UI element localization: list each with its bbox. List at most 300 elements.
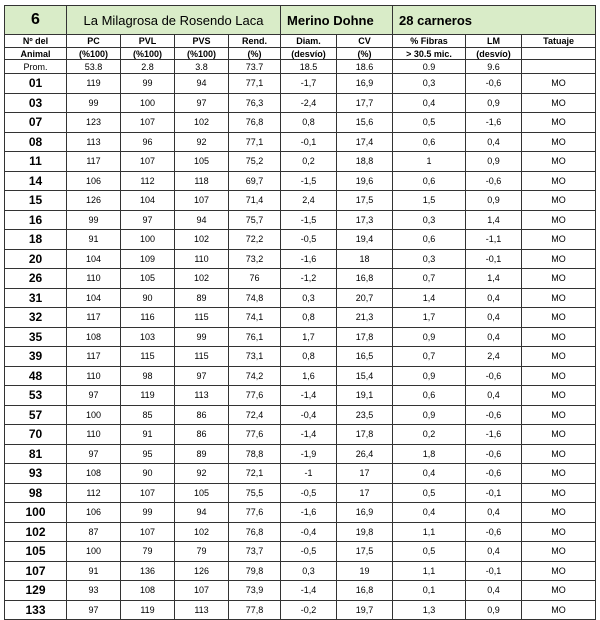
data-cell: MO (522, 405, 596, 425)
data-cell: 77,1 (229, 132, 281, 152)
data-cell: -0,4 (281, 522, 337, 542)
data-cell: MO (522, 308, 596, 328)
data-cell: 15,6 (337, 113, 393, 133)
data-cell: MO (522, 327, 596, 347)
animal-id-cell: 93 (5, 464, 67, 484)
data-cell: 115 (175, 347, 229, 367)
data-cell: -1,2 (281, 269, 337, 289)
col-header: Tatuaje (522, 35, 596, 48)
table-row (5, 191, 596, 211)
animal-id-cell: 18 (5, 230, 67, 250)
animal-id-cell: 31 (5, 288, 67, 308)
data-cell: -0,4 (281, 405, 337, 425)
table-row (5, 113, 596, 133)
data-cell: MO (522, 366, 596, 386)
col-header: Rend. (229, 35, 281, 48)
data-cell: 19 (337, 561, 393, 581)
data-cell: 77,1 (229, 74, 281, 94)
data-cell: 75,7 (229, 210, 281, 230)
data-cell: -1,6 (281, 503, 337, 523)
data-cell: 100 (67, 405, 121, 425)
results-table-container (4, 5, 595, 620)
data-cell: 0,4 (466, 308, 522, 328)
data-cell: 0,8 (281, 347, 337, 367)
table-row (5, 171, 596, 191)
data-cell: MO (522, 503, 596, 523)
data-cell: 91 (67, 230, 121, 250)
data-cell: 0,3 (393, 74, 466, 94)
table-row (5, 230, 596, 250)
data-cell: 1 (393, 152, 466, 172)
data-cell: -1,5 (281, 171, 337, 191)
data-cell: 73,1 (229, 347, 281, 367)
animal-id-cell: 133 (5, 600, 67, 620)
table-row (5, 483, 596, 503)
data-cell: 108 (67, 464, 121, 484)
data-cell: 76 (229, 269, 281, 289)
data-cell: MO (522, 113, 596, 133)
data-cell: MO (522, 581, 596, 601)
data-cell: 90 (121, 464, 175, 484)
data-cell: 87 (67, 522, 121, 542)
animal-id-cell: 100 (5, 503, 67, 523)
animal-id-cell: 57 (5, 405, 67, 425)
data-cell: 105 (175, 483, 229, 503)
data-cell: MO (522, 600, 596, 620)
data-cell: 100 (67, 542, 121, 562)
data-cell: 0,6 (393, 171, 466, 191)
data-cell: 0,5 (393, 113, 466, 133)
data-cell: MO (522, 483, 596, 503)
table-row (5, 74, 596, 94)
data-cell: MO (522, 464, 596, 484)
animal-id-cell: 129 (5, 581, 67, 601)
data-cell: 112 (121, 171, 175, 191)
table-row (5, 366, 596, 386)
data-cell: 19,7 (337, 600, 393, 620)
data-cell: 23,5 (337, 405, 393, 425)
table-row (5, 464, 596, 484)
data-cell: 107 (121, 113, 175, 133)
data-cell: 17,7 (337, 93, 393, 113)
data-cell: 107 (121, 483, 175, 503)
data-cell: 1,7 (281, 327, 337, 347)
data-cell: -0,6 (466, 522, 522, 542)
data-cell: 76,3 (229, 93, 281, 113)
data-cell: 113 (67, 132, 121, 152)
data-cell: 17,8 (337, 327, 393, 347)
data-cell: 97 (121, 210, 175, 230)
data-cell: 0,3 (393, 210, 466, 230)
data-cell: MO (522, 230, 596, 250)
data-cell: 0,4 (466, 503, 522, 523)
data-cell: MO (522, 542, 596, 562)
data-cell: 2,4 (466, 347, 522, 367)
table-row (5, 210, 596, 230)
table-row (5, 600, 596, 620)
table-row (5, 542, 596, 562)
data-cell: 93 (67, 581, 121, 601)
data-cell: 97 (67, 386, 121, 406)
data-cell: 119 (67, 74, 121, 94)
data-cell: -1,4 (281, 581, 337, 601)
average-cell (522, 60, 596, 74)
data-cell: 0,4 (393, 503, 466, 523)
data-cell: 97 (175, 93, 229, 113)
data-cell: -0,6 (466, 366, 522, 386)
data-cell: 20,7 (337, 288, 393, 308)
data-cell: 1,5 (393, 191, 466, 211)
data-cell: 0,4 (466, 386, 522, 406)
data-cell: 91 (67, 561, 121, 581)
average-cell: 9.6 (466, 60, 522, 74)
data-cell: -1,6 (466, 425, 522, 445)
data-cell: 104 (121, 191, 175, 211)
col-header: Diam. (281, 35, 337, 48)
data-cell: 112 (67, 483, 121, 503)
data-cell: 91 (121, 425, 175, 445)
data-cell: MO (522, 210, 596, 230)
data-cell: 74,2 (229, 366, 281, 386)
data-cell: 113 (175, 600, 229, 620)
data-cell: 126 (175, 561, 229, 581)
table-row (5, 503, 596, 523)
data-cell: MO (522, 269, 596, 289)
data-cell: MO (522, 561, 596, 581)
animal-id-cell: 107 (5, 561, 67, 581)
data-cell: 78,8 (229, 444, 281, 464)
data-cell: 99 (175, 327, 229, 347)
data-cell: 0,6 (393, 230, 466, 250)
col-subheader: (%100) (67, 48, 121, 60)
data-cell: -1,6 (281, 249, 337, 269)
column-header-row-2 (5, 48, 596, 60)
data-cell: -0,6 (466, 405, 522, 425)
animal-id-cell: 81 (5, 444, 67, 464)
average-cell: 3.8 (175, 60, 229, 74)
data-cell: 92 (175, 132, 229, 152)
table-row (5, 269, 596, 289)
data-cell: -1,5 (281, 210, 337, 230)
data-cell: 19,6 (337, 171, 393, 191)
data-cell: 19,4 (337, 230, 393, 250)
data-cell: 102 (175, 230, 229, 250)
data-cell: 96 (121, 132, 175, 152)
data-cell: 0,6 (393, 386, 466, 406)
animal-id-cell: 70 (5, 425, 67, 445)
data-cell: -1,6 (466, 113, 522, 133)
data-cell: 0,2 (281, 152, 337, 172)
data-cell: 104 (67, 249, 121, 269)
data-cell: 107 (175, 191, 229, 211)
data-cell: 17,8 (337, 425, 393, 445)
data-cell: 90 (121, 288, 175, 308)
data-cell: MO (522, 386, 596, 406)
data-cell: -0,5 (281, 230, 337, 250)
data-cell: -1,9 (281, 444, 337, 464)
col-subheader: (%100) (121, 48, 175, 60)
data-cell: -0,1 (466, 561, 522, 581)
data-cell: MO (522, 425, 596, 445)
data-cell: 94 (175, 210, 229, 230)
data-cell: 100 (121, 230, 175, 250)
data-cell: -0,5 (281, 542, 337, 562)
data-cell: -0,2 (281, 600, 337, 620)
table-row (5, 581, 596, 601)
data-cell: -0,5 (281, 483, 337, 503)
animal-id-cell: 105 (5, 542, 67, 562)
col-subheader: (%) (229, 48, 281, 60)
animal-id-cell: 48 (5, 366, 67, 386)
col-header: LM (466, 35, 522, 48)
data-cell: 16,9 (337, 74, 393, 94)
animal-id-cell: 98 (5, 483, 67, 503)
group-number: 6 (5, 6, 67, 35)
data-cell: 97 (67, 444, 121, 464)
data-cell: 97 (67, 600, 121, 620)
average-cell: 0.9 (393, 60, 466, 74)
col-header: PVL (121, 35, 175, 48)
data-cell: 0,9 (466, 600, 522, 620)
data-cell: 0,9 (466, 191, 522, 211)
average-cell: 53.8 (67, 60, 121, 74)
animal-count: 28 carneros (393, 6, 596, 35)
data-cell: 0,9 (393, 366, 466, 386)
data-cell: 0,8 (281, 113, 337, 133)
data-cell: -0,1 (466, 483, 522, 503)
data-cell: 0,9 (393, 405, 466, 425)
average-cell: Prom. (5, 60, 67, 74)
average-cell: 2.8 (121, 60, 175, 74)
table-row (5, 444, 596, 464)
data-cell: 94 (175, 503, 229, 523)
col-subheader: > 30.5 mic. (393, 48, 466, 60)
data-cell: -0,6 (466, 74, 522, 94)
data-cell: 15,4 (337, 366, 393, 386)
data-cell: 79,8 (229, 561, 281, 581)
data-cell: 0,3 (393, 249, 466, 269)
col-subheader: Animal (5, 48, 67, 60)
data-cell: 19,8 (337, 522, 393, 542)
data-cell: 1,1 (393, 561, 466, 581)
data-cell: 117 (67, 152, 121, 172)
data-cell: 1,3 (393, 600, 466, 620)
data-cell: 75,5 (229, 483, 281, 503)
data-cell: 115 (175, 308, 229, 328)
data-cell: 99 (67, 93, 121, 113)
table-row (5, 425, 596, 445)
data-cell: 26,4 (337, 444, 393, 464)
data-cell: 0,4 (466, 327, 522, 347)
data-cell: 76,8 (229, 522, 281, 542)
data-cell: 0,4 (393, 93, 466, 113)
animal-id-cell: 08 (5, 132, 67, 152)
data-cell: 100 (121, 93, 175, 113)
data-cell: 17 (337, 483, 393, 503)
animal-id-cell: 15 (5, 191, 67, 211)
data-cell: 105 (121, 269, 175, 289)
data-cell: 0,4 (466, 581, 522, 601)
average-cell: 18.5 (281, 60, 337, 74)
table-row (5, 132, 596, 152)
data-cell: 107 (175, 581, 229, 601)
data-cell: 72,1 (229, 464, 281, 484)
data-cell: 118 (175, 171, 229, 191)
data-cell: 16,8 (337, 581, 393, 601)
data-cell: -1 (281, 464, 337, 484)
data-cell: 110 (67, 425, 121, 445)
data-cell: 79 (121, 542, 175, 562)
data-cell: 0,1 (393, 581, 466, 601)
data-cell: 0,8 (281, 308, 337, 328)
data-cell: 113 (175, 386, 229, 406)
data-cell: 0,9 (466, 152, 522, 172)
data-cell: 79 (175, 542, 229, 562)
data-cell: 126 (67, 191, 121, 211)
data-cell: 106 (67, 503, 121, 523)
col-subheader: (%) (337, 48, 393, 60)
data-cell: 110 (67, 366, 121, 386)
data-cell: 0,7 (393, 269, 466, 289)
animal-id-cell: 32 (5, 308, 67, 328)
data-cell: MO (522, 347, 596, 367)
table-row (5, 405, 596, 425)
data-cell: 75,2 (229, 152, 281, 172)
average-cell: 18.6 (337, 60, 393, 74)
col-subheader: (desvío) (466, 48, 522, 60)
col-header: CV (337, 35, 393, 48)
data-cell: 72,4 (229, 405, 281, 425)
table-row (5, 386, 596, 406)
animal-id-cell: 07 (5, 113, 67, 133)
farm-name: La Milagrosa de Rosendo Laca (67, 6, 281, 35)
data-cell: 123 (67, 113, 121, 133)
data-cell: 77,6 (229, 386, 281, 406)
data-cell: 107 (121, 522, 175, 542)
data-cell: 1,1 (393, 522, 466, 542)
data-cell: 72,2 (229, 230, 281, 250)
data-cell: 89 (175, 444, 229, 464)
data-cell: 99 (121, 74, 175, 94)
data-cell: 102 (175, 113, 229, 133)
data-cell: 2,4 (281, 191, 337, 211)
data-cell: 17,4 (337, 132, 393, 152)
data-cell: 117 (67, 347, 121, 367)
data-cell: -1,4 (281, 386, 337, 406)
data-cell: 86 (175, 425, 229, 445)
data-cell: -0,6 (466, 444, 522, 464)
data-cell: 16,9 (337, 503, 393, 523)
data-cell: 18,8 (337, 152, 393, 172)
data-cell: 74,8 (229, 288, 281, 308)
table-row (5, 327, 596, 347)
data-cell: 19,1 (337, 386, 393, 406)
table-row (5, 308, 596, 328)
data-cell: MO (522, 288, 596, 308)
data-cell: 0,5 (393, 483, 466, 503)
data-cell: MO (522, 191, 596, 211)
data-cell: -0,1 (281, 132, 337, 152)
data-cell: -1,4 (281, 425, 337, 445)
data-cell: MO (522, 171, 596, 191)
data-cell: MO (522, 93, 596, 113)
col-header: % Fibras (393, 35, 466, 48)
data-cell: 1,7 (393, 308, 466, 328)
data-cell: 1,6 (281, 366, 337, 386)
data-cell: MO (522, 152, 596, 172)
data-cell: 110 (175, 249, 229, 269)
animal-id-cell: 11 (5, 152, 67, 172)
data-cell: 1,8 (393, 444, 466, 464)
data-cell: 73,9 (229, 581, 281, 601)
data-cell: 17,5 (337, 191, 393, 211)
data-cell: 0,4 (393, 464, 466, 484)
data-cell: 115 (121, 347, 175, 367)
data-cell: 74,1 (229, 308, 281, 328)
column-header-row-1 (5, 35, 596, 48)
average-row (5, 60, 596, 74)
col-header: Nº del (5, 35, 67, 48)
data-cell: 1,4 (466, 269, 522, 289)
data-cell: 103 (121, 327, 175, 347)
data-cell: 0,7 (393, 347, 466, 367)
data-cell: 119 (121, 386, 175, 406)
data-cell: MO (522, 132, 596, 152)
data-cell: -0,1 (466, 249, 522, 269)
data-cell: 0,5 (393, 542, 466, 562)
data-cell: 1,4 (393, 288, 466, 308)
animal-id-cell: 03 (5, 93, 67, 113)
data-cell: 92 (175, 464, 229, 484)
table-row (5, 93, 596, 113)
data-cell: 0,9 (466, 93, 522, 113)
data-cell: 102 (175, 269, 229, 289)
data-cell: 77,8 (229, 600, 281, 620)
data-cell: 107 (121, 152, 175, 172)
data-cell: 1,4 (466, 210, 522, 230)
data-cell: 89 (175, 288, 229, 308)
data-cell: -1,1 (466, 230, 522, 250)
data-cell: 99 (121, 503, 175, 523)
animal-id-cell: 16 (5, 210, 67, 230)
col-header: PC (67, 35, 121, 48)
data-cell: 18 (337, 249, 393, 269)
data-cell: 98 (121, 366, 175, 386)
data-cell: 0,3 (281, 561, 337, 581)
data-cell: -0,6 (466, 464, 522, 484)
data-cell: 73,2 (229, 249, 281, 269)
data-cell: 0,2 (393, 425, 466, 445)
data-cell: -1,7 (281, 74, 337, 94)
data-cell: 17,3 (337, 210, 393, 230)
data-cell: 95 (121, 444, 175, 464)
data-cell: 136 (121, 561, 175, 581)
animal-id-cell: 35 (5, 327, 67, 347)
data-cell: 85 (121, 405, 175, 425)
data-cell: 106 (67, 171, 121, 191)
data-cell: MO (522, 249, 596, 269)
table-row (5, 561, 596, 581)
table-row (5, 522, 596, 542)
breed-name: Merino Dohne (281, 6, 393, 35)
animal-id-cell: 20 (5, 249, 67, 269)
average-cell: 73.7 (229, 60, 281, 74)
col-subheader (522, 48, 596, 60)
data-cell: 94 (175, 74, 229, 94)
col-subheader: (desvío) (281, 48, 337, 60)
data-cell: 0,3 (281, 288, 337, 308)
table-title-row (5, 6, 596, 35)
